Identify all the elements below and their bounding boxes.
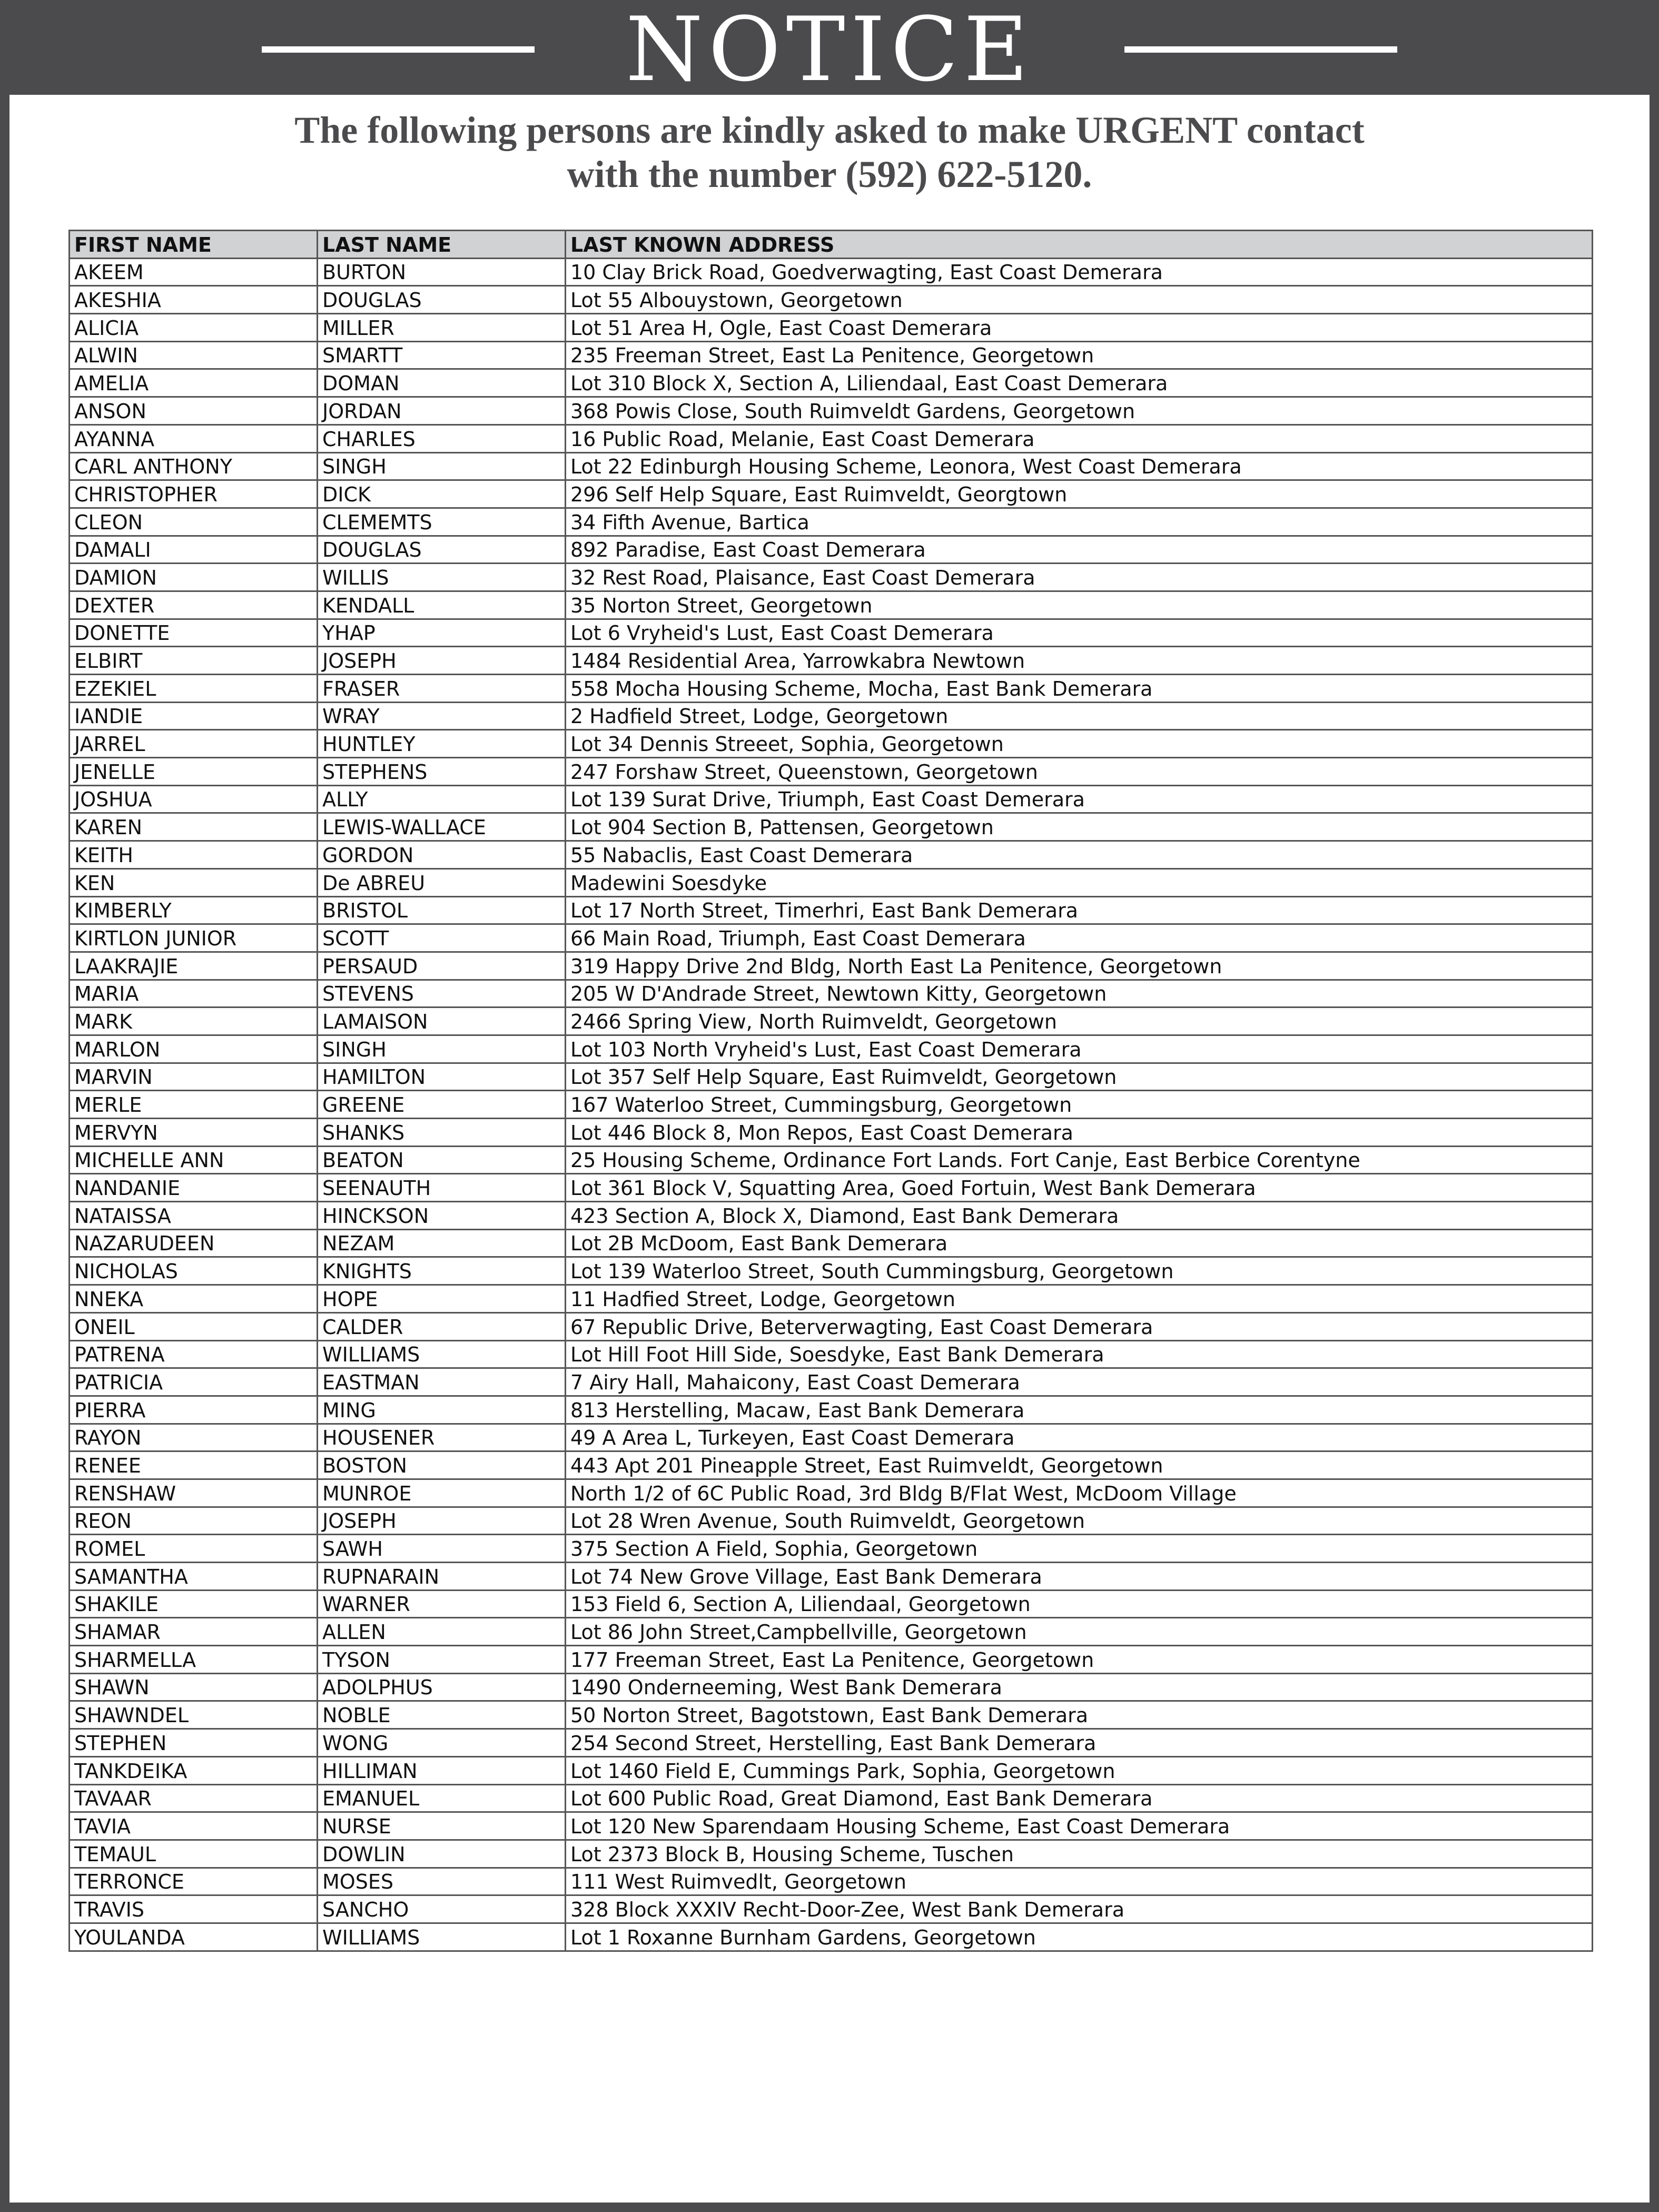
last-name-cell: JORDAN [318, 397, 566, 425]
last-name-cell: SEENAUTH [318, 1174, 566, 1202]
first-name-cell: TAVIA [70, 1812, 318, 1840]
table-row [70, 758, 1593, 786]
table-row [70, 1507, 1593, 1535]
persons-table [68, 230, 1593, 1952]
last-name-cell: SCOTT [318, 924, 566, 952]
last-name-cell: KNIGHTS [318, 1257, 566, 1285]
subtitle-line-2: with the number (592) 622-5120. [567, 153, 1092, 195]
last-name-cell: De ABREU [318, 868, 566, 896]
first-name-cell: MARVIN [70, 1063, 318, 1091]
address-cell: 34 Fifth Avenue, Bartica [566, 508, 1593, 536]
table-row [70, 1146, 1593, 1174]
address-cell: 443 Apt 201 Pineapple Street, East Ruimveldt, Georgetown [566, 1451, 1593, 1479]
first-name-cell: NAZARUDEEN [70, 1229, 318, 1257]
first-name-cell: STEPHEN [70, 1729, 318, 1757]
last-name-cell: ADOLPHUS [318, 1673, 566, 1701]
table-row [70, 1646, 1593, 1674]
table-row [70, 1174, 1593, 1202]
table-row [70, 1840, 1593, 1868]
address-cell: Lot 361 Block V, Squatting Area, Goed Fortuin, West Bank Demerara [566, 1174, 1593, 1202]
address-cell: 1484 Residential Area, Yarrowkabra Newtown [566, 647, 1593, 675]
first-name-cell: AMELIA [70, 369, 318, 397]
address-cell: 205 W D'Andrade Street, Newtown Kitty, Georgetown [566, 980, 1593, 1008]
first-name-cell: DONETTE [70, 619, 318, 647]
first-name-cell: TRAVIS [70, 1895, 318, 1923]
last-name-cell: SHANKS [318, 1119, 566, 1147]
address-cell: Lot 17 North Street, Timerhri, East Bank Demerara [566, 896, 1593, 924]
last-name-cell: STEVENS [318, 980, 566, 1008]
last-name-cell: GORDON [318, 841, 566, 869]
address-cell: Lot 600 Public Road, Great Diamond, East Bank Demerara [566, 1784, 1593, 1812]
table-row [70, 1008, 1593, 1035]
address-cell: 296 Self Help Square, East Ruimveldt, Georgtown [566, 480, 1593, 508]
table-row [70, 1673, 1593, 1701]
last-name-cell: WRAY [318, 702, 566, 730]
first-name-cell: RAYON [70, 1424, 318, 1451]
first-name-cell: MICHELLE ANN [70, 1146, 318, 1174]
first-name-cell: CHRISTOPHER [70, 480, 318, 508]
table-row [70, 675, 1593, 703]
first-name-cell: JARREL [70, 730, 318, 758]
last-name-cell: FRASER [318, 675, 566, 703]
first-name-cell: NNEKA [70, 1285, 318, 1313]
address-cell: 111 West Ruimvedlt, Georgetown [566, 1868, 1593, 1895]
first-name-cell: TERRONCE [70, 1868, 318, 1895]
first-name-cell: EZEKIEL [70, 675, 318, 703]
first-name-cell: DAMALI [70, 536, 318, 564]
first-name-cell: ALWIN [70, 341, 318, 369]
table-row [70, 1451, 1593, 1479]
first-name-cell: AKESHIA [70, 286, 318, 314]
first-name-cell: KEN [70, 868, 318, 896]
last-name-cell: HINCKSON [318, 1202, 566, 1230]
last-name-cell: SMARTT [318, 341, 566, 369]
last-name-cell: HUNTLEY [318, 730, 566, 758]
first-name-cell: DAMION [70, 564, 318, 591]
first-name-cell: KIMBERLY [70, 896, 318, 924]
last-name-cell: WILLIAMS [318, 1340, 566, 1368]
column-header-address: LAST KNOWN ADDRESS [566, 231, 1593, 259]
first-name-cell: MERLE [70, 1091, 318, 1119]
address-cell: Lot 120 New Sparendaam Housing Scheme, East Coast Demerara [566, 1812, 1593, 1840]
first-name-cell: AYANNA [70, 424, 318, 452]
address-cell: Lot 904 Section B, Pattensen, Georgetown [566, 813, 1593, 841]
table-row [70, 813, 1593, 841]
last-name-cell: EASTMAN [318, 1368, 566, 1396]
first-name-cell: CARL ANTHONY [70, 452, 318, 480]
address-cell: 375 Section A Field, Sophia, Georgetown [566, 1535, 1593, 1563]
last-name-cell: STEPHENS [318, 758, 566, 786]
table-row [70, 1285, 1593, 1313]
table-row [70, 341, 1593, 369]
last-name-cell: DOUGLAS [318, 286, 566, 314]
address-cell: 813 Herstelling, Macaw, East Bank Demerara [566, 1396, 1593, 1424]
address-cell: 2 Hadfield Street, Lodge, Georgetown [566, 702, 1593, 730]
last-name-cell: EMANUEL [318, 1784, 566, 1812]
first-name-cell: MARIA [70, 980, 318, 1008]
address-cell: Lot Hill Foot Hill Side, Soesdyke, East Bank Demerara [566, 1340, 1593, 1368]
last-name-cell: NURSE [318, 1812, 566, 1840]
last-name-cell: PERSAUD [318, 952, 566, 980]
address-cell: 35 Norton Street, Georgetown [566, 591, 1593, 619]
table-row [70, 258, 1593, 286]
table-row [70, 1035, 1593, 1063]
address-cell: 55 Nabaclis, East Coast Demerara [566, 841, 1593, 869]
address-cell: 32 Rest Road, Plaisance, East Coast Demerara [566, 564, 1593, 591]
table-row [70, 314, 1593, 342]
last-name-cell: JOSEPH [318, 1507, 566, 1535]
first-name-cell: IANDIE [70, 702, 318, 730]
table-row [70, 1923, 1593, 1951]
last-name-cell: RUPNARAIN [318, 1563, 566, 1591]
address-cell: 7 Airy Hall, Mahaicony, East Coast Demerara [566, 1368, 1593, 1396]
last-name-cell: DOUGLAS [318, 536, 566, 564]
first-name-cell: ONEIL [70, 1312, 318, 1340]
first-name-cell: RENSHAW [70, 1479, 318, 1507]
last-name-cell: SINGH [318, 452, 566, 480]
last-name-cell: NOBLE [318, 1701, 566, 1729]
first-name-cell: MARK [70, 1008, 318, 1035]
address-cell: 247 Forshaw Street, Queenstown, Georgetown [566, 758, 1593, 786]
last-name-cell: DOWLIN [318, 1840, 566, 1868]
last-name-cell: WARNER [318, 1590, 566, 1618]
last-name-cell: TYSON [318, 1646, 566, 1674]
persons-table-wrapper [68, 230, 1592, 1952]
first-name-cell: PATRENA [70, 1340, 318, 1368]
last-name-cell: WILLIAMS [318, 1923, 566, 1951]
address-cell: 16 Public Road, Melanie, East Coast Demerara [566, 424, 1593, 452]
first-name-cell: NICHOLAS [70, 1257, 318, 1285]
table-row [70, 619, 1593, 647]
address-cell: 177 Freeman Street, East La Penitence, Georgetown [566, 1646, 1593, 1674]
first-name-cell: TAVAAR [70, 1784, 318, 1812]
first-name-cell: PATRICIA [70, 1368, 318, 1396]
column-header-last-name: LAST NAME [318, 231, 566, 259]
first-name-cell: NANDANIE [70, 1174, 318, 1202]
last-name-cell: BURTON [318, 258, 566, 286]
address-cell: 49 A Area L, Turkeyen, East Coast Demerara [566, 1424, 1593, 1451]
last-name-cell: BEATON [318, 1146, 566, 1174]
banner-right-rule [1124, 46, 1397, 53]
address-cell: 11 Hadfied Street, Lodge, Georgetown [566, 1285, 1593, 1313]
table-row [70, 508, 1593, 536]
first-name-cell: YOULANDA [70, 1923, 318, 1951]
first-name-cell: JENELLE [70, 758, 318, 786]
last-name-cell: NEZAM [318, 1229, 566, 1257]
address-cell: 368 Powis Close, South Ruimveldt Gardens, Georgetown [566, 397, 1593, 425]
first-name-cell: ANSON [70, 397, 318, 425]
last-name-cell: JOSEPH [318, 647, 566, 675]
table-row [70, 868, 1593, 896]
first-name-cell: AKEEM [70, 258, 318, 286]
last-name-cell: BRISTOL [318, 896, 566, 924]
table-header-row [70, 231, 1593, 259]
address-cell: 319 Happy Drive 2nd Bldg, North East La Penitence, Georgetown [566, 952, 1593, 980]
table-row [70, 980, 1593, 1008]
address-cell: 254 Second Street, Herstelling, East Bank Demerara [566, 1729, 1593, 1757]
table-row [70, 1479, 1593, 1507]
first-name-cell: MERVYN [70, 1119, 318, 1147]
table-row [70, 785, 1593, 813]
table-row [70, 952, 1593, 980]
first-name-cell: MARLON [70, 1035, 318, 1063]
table-row [70, 424, 1593, 452]
first-name-cell: SHAWN [70, 1673, 318, 1701]
address-cell: Lot 34 Dennis Streeet, Sophia, Georgetown [566, 730, 1593, 758]
address-cell: Madewini Soesdyke [566, 868, 1593, 896]
last-name-cell: YHAP [318, 619, 566, 647]
first-name-cell: TEMAUL [70, 1840, 318, 1868]
table-row [70, 1312, 1593, 1340]
address-cell: 153 Field 6, Section A, Liliendaal, Georgetown [566, 1590, 1593, 1618]
table-row [70, 1618, 1593, 1646]
table-row [70, 591, 1593, 619]
first-name-cell: JOSHUA [70, 785, 318, 813]
table-row [70, 1563, 1593, 1591]
table-row [70, 924, 1593, 952]
table-row [70, 1119, 1593, 1147]
first-name-cell: NATAISSA [70, 1202, 318, 1230]
subtitle-line-1: The following persons are kindly asked to make URGENT contact [294, 109, 1365, 151]
table-row [70, 1895, 1593, 1923]
last-name-cell: WONG [318, 1729, 566, 1757]
last-name-cell: SAWH [318, 1535, 566, 1563]
first-name-cell: SHAMAR [70, 1618, 318, 1646]
table-row [70, 1396, 1593, 1424]
table-row [70, 1368, 1593, 1396]
table-row [70, 369, 1593, 397]
address-cell: 558 Mocha Housing Scheme, Mocha, East Bank Demerara [566, 675, 1593, 703]
address-cell: Lot 103 North Vryheid's Lust, East Coast Demerara [566, 1035, 1593, 1063]
address-cell: Lot 28 Wren Avenue, South Ruimveldt, Georgetown [566, 1507, 1593, 1535]
table-row [70, 1424, 1593, 1451]
last-name-cell: CHARLES [318, 424, 566, 452]
address-cell: 328 Block XXXIV Recht-Door-Zee, West Bank Demerara [566, 1895, 1593, 1923]
table-row [70, 702, 1593, 730]
notice-banner [0, 0, 1659, 101]
last-name-cell: CALDER [318, 1312, 566, 1340]
table-row [70, 1812, 1593, 1840]
first-name-cell: KIRTLON JUNIOR [70, 924, 318, 952]
last-name-cell: WILLIS [318, 564, 566, 591]
last-name-cell: ALLY [318, 785, 566, 813]
address-cell: 167 Waterloo Street, Cummingsburg, Georgetown [566, 1091, 1593, 1119]
address-cell: Lot 310 Block X, Section A, Liliendaal, East Coast Demerara [566, 369, 1593, 397]
address-cell: 66 Main Road, Triumph, East Coast Demerara [566, 924, 1593, 952]
address-cell: Lot 51 Area H, Ogle, East Coast Demerara [566, 314, 1593, 342]
last-name-cell: MING [318, 1396, 566, 1424]
first-name-cell: SHAWNDEL [70, 1701, 318, 1729]
address-cell: Lot 446 Block 8, Mon Repos, East Coast Demerara [566, 1119, 1593, 1147]
address-cell: Lot 22 Edinburgh Housing Scheme, Leonora, West Coast Demerara [566, 452, 1593, 480]
last-name-cell: HILLIMAN [318, 1756, 566, 1784]
table-row [70, 1701, 1593, 1729]
address-cell: 235 Freeman Street, East La Penitence, Georgetown [566, 341, 1593, 369]
column-header-first-name: FIRST NAME [70, 231, 318, 259]
address-cell: Lot 2B McDoom, East Bank Demerara [566, 1229, 1593, 1257]
table-row [70, 1229, 1593, 1257]
last-name-cell: HOUSENER [318, 1424, 566, 1451]
first-name-cell: RENEE [70, 1451, 318, 1479]
last-name-cell: DICK [318, 480, 566, 508]
table-row [70, 1729, 1593, 1757]
table-row [70, 1202, 1593, 1230]
table-row [70, 1257, 1593, 1285]
last-name-cell: MUNROE [318, 1479, 566, 1507]
last-name-cell: MILLER [318, 314, 566, 342]
last-name-cell: HOPE [318, 1285, 566, 1313]
table-row [70, 730, 1593, 758]
address-cell: Lot 74 New Grove Village, East Bank Demerara [566, 1563, 1593, 1591]
last-name-cell: MOSES [318, 1868, 566, 1895]
last-name-cell: DOMAN [318, 369, 566, 397]
address-cell: 67 Republic Drive, Beterverwagting, East Coast Demerara [566, 1312, 1593, 1340]
table-row [70, 564, 1593, 591]
first-name-cell: PIERRA [70, 1396, 318, 1424]
address-cell: Lot 1460 Field E, Cummings Park, Sophia, Georgetown [566, 1756, 1593, 1784]
table-row [70, 1756, 1593, 1784]
first-name-cell: SHARMELLA [70, 1646, 318, 1674]
last-name-cell: SINGH [318, 1035, 566, 1063]
first-name-cell: DEXTER [70, 591, 318, 619]
table-row [70, 1091, 1593, 1119]
address-cell: Lot 357 Self Help Square, East Ruimveldt, Georgetown [566, 1063, 1593, 1091]
notice-subtitle [0, 108, 1659, 196]
last-name-cell: LEWIS-WALLACE [318, 813, 566, 841]
table-row [70, 1340, 1593, 1368]
table-row [70, 452, 1593, 480]
first-name-cell: KAREN [70, 813, 318, 841]
table-row [70, 1535, 1593, 1563]
last-name-cell: GREENE [318, 1091, 566, 1119]
last-name-cell: HAMILTON [318, 1063, 566, 1091]
address-cell: Lot 139 Waterloo Street, South Cummingsburg, Georgetown [566, 1257, 1593, 1285]
banner-left-rule [262, 46, 535, 53]
first-name-cell: ELBIRT [70, 647, 318, 675]
address-cell: Lot 2373 Block B, Housing Scheme, Tuschen [566, 1840, 1593, 1868]
first-name-cell: ROMEL [70, 1535, 318, 1563]
address-cell: 2466 Spring View, North Ruimveldt, Georgetown [566, 1008, 1593, 1035]
address-cell: North 1/2 of 6C Public Road, 3rd Bldg B/Flat West, McDoom Village [566, 1479, 1593, 1507]
address-cell: 892 Paradise, East Coast Demerara [566, 536, 1593, 564]
address-cell: 10 Clay Brick Road, Goedverwagting, East Coast Demerara [566, 258, 1593, 286]
address-cell: Lot 139 Surat Drive, Triumph, East Coast Demerara [566, 785, 1593, 813]
last-name-cell: SANCHO [318, 1895, 566, 1923]
table-row [70, 480, 1593, 508]
address-cell: 50 Norton Street, Bagotstown, East Bank Demerara [566, 1701, 1593, 1729]
table-row [70, 896, 1593, 924]
address-cell: 25 Housing Scheme, Ordinance Fort Lands. Fort Canje, East Berbice Corentyne [566, 1146, 1593, 1174]
first-name-cell: SHAKILE [70, 1590, 318, 1618]
last-name-cell: KENDALL [318, 591, 566, 619]
first-name-cell: CLEON [70, 508, 318, 536]
address-cell: 1490 Onderneeming, West Bank Demerara [566, 1673, 1593, 1701]
last-name-cell: ALLEN [318, 1618, 566, 1646]
first-name-cell: SAMANTHA [70, 1563, 318, 1591]
table-body [70, 258, 1593, 1951]
table-row [70, 286, 1593, 314]
address-cell: Lot 86 John Street,Campbellville, Georgetown [566, 1618, 1593, 1646]
first-name-cell: REON [70, 1507, 318, 1535]
last-name-cell: LAMAISON [318, 1008, 566, 1035]
table-row [70, 536, 1593, 564]
address-cell: Lot 6 Vryheid's Lust, East Coast Demerara [566, 619, 1593, 647]
last-name-cell: CLEMEMTS [318, 508, 566, 536]
table-row [70, 647, 1593, 675]
table-row [70, 1063, 1593, 1091]
address-cell: 423 Section A, Block X, Diamond, East Bank Demerara [566, 1202, 1593, 1230]
first-name-cell: KEITH [70, 841, 318, 869]
first-name-cell: LAAKRAJIE [70, 952, 318, 980]
table-row [70, 1784, 1593, 1812]
table-row [70, 841, 1593, 869]
table-row [70, 1868, 1593, 1895]
last-name-cell: BOSTON [318, 1451, 566, 1479]
table-row [70, 1590, 1593, 1618]
first-name-cell: TANKDEIKA [70, 1756, 318, 1784]
address-cell: Lot 55 Albouystown, Georgetown [566, 286, 1593, 314]
notice-title: NOTICE [625, 0, 1034, 101]
address-cell: Lot 1 Roxanne Burnham Gardens, Georgetown [566, 1923, 1593, 1951]
table-row [70, 397, 1593, 425]
first-name-cell: ALICIA [70, 314, 318, 342]
